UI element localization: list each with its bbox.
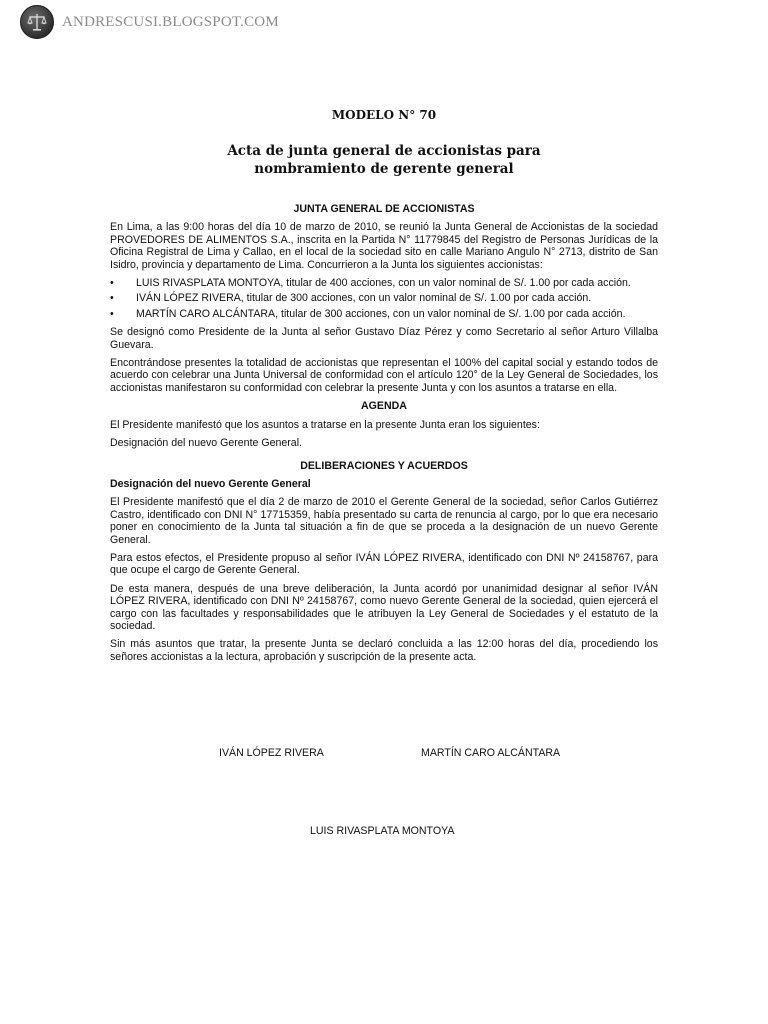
document-title xyxy=(0,142,768,178)
quorum-paragraph: Encontrándose presentes la totalidad de accionistas que representan el 100% del capital social y estando todos de acuerdo con celebrar una Junta Universal de conformidad con el artículo 120° de la Ley General de Sociedades, los accionistas manifestaron su conformidad con celebrar la presente Junta y con los asuntos a tratarse en ella. xyxy=(110,357,658,394)
deliberation-paragraph-2: Para estos efectos, el Presidente propuso al señor IVÁN LÓPEZ RIVERA, identificado con DNI Nº 24158767, para que ocupe el cargo de Gerente General. xyxy=(110,551,658,577)
signature-ivan-lopez: IVÁN LÓPEZ RIVERA xyxy=(219,747,324,759)
shareholder-item: • MARTÍN CARO ALCÁNTARA, titular de 300 acciones, con un valor nominal de S/. 1.00 por cada acción. xyxy=(110,308,658,320)
closing-paragraph: Sin más asuntos que tratar, la presente Junta se declaró concluida a las 12:00 horas del día, procediendo los señores accionistas a la lectura, aprobación y suscripción de la presente acta. xyxy=(110,638,658,663)
deliberation-paragraph-3: De esta manera, después de una breve deliberación, la Junta acordó por unanimidad designar al señor IVÁN LÓPEZ RIVERA, identificado con DNI Nº 24158767, como nuevo Gerente General de la sociedad, quien ejercerá el cargo con las facultades y responsabilidades que le atribuyen la Ley General de Sociedades y el estatuto de la sociedad. xyxy=(110,582,658,632)
scales-of-justice-icon xyxy=(20,5,54,39)
watermark xyxy=(20,5,279,39)
deliberation-paragraph-1: El Presidente manifestó que el día 2 de marzo de 2010 el Gerente General de la sociedad, señor Carlos Gutiérrez Castro, identificado con DNI N° 17715359, había presentado su carta de renuncia al cargo, por lo que era necesario poner en conocimiento de la Junta tal situación a fin de que se proceda a la designación de un nuevo Gerente General. xyxy=(110,496,658,546)
agenda-item: Designación del nuevo Gerente General. xyxy=(110,437,302,450)
section-heading-agenda: AGENDA xyxy=(361,400,407,413)
deliberations-subheading: Designación del nuevo Gerente General xyxy=(110,477,311,490)
shareholder-list xyxy=(110,277,658,320)
title-line-2: nombramiento de gerente general xyxy=(254,161,514,177)
shareholder-item: • LUIS RIVASPLATA MONTOYA, titular de 400 acciones, con un valor nominal de S/. 1.00 por cada acción. xyxy=(110,277,658,289)
section-heading-junta: JUNTA GENERAL DE ACCIONISTAS xyxy=(293,203,475,215)
shareholder-item: • IVÁN LÓPEZ RIVERA, titular de 300 acciones, con un valor nominal de S/. 1.00 por cada acción. xyxy=(110,292,658,304)
president-paragraph: Se designó como Presidente de la Junta al señor Gustavo Díaz Pérez y como Secretario al señor Arturo Villalba Guevara. xyxy=(110,326,658,351)
section-heading-deliberations: DELIBERACIONES Y ACUERDOS xyxy=(300,459,468,472)
signature-martin-caro: MARTÍN CARO ALCÁNTARA xyxy=(421,747,561,759)
watermark-site[interactable]: ANDRESCUSI.BLOGSPOT.COM xyxy=(62,13,279,30)
signature-luis-rivasplata: LUIS RIVASPLATA MONTOYA xyxy=(310,825,455,837)
model-number: MODELO N° 70 xyxy=(331,108,437,122)
agenda-paragraph: El Presidente manifestó que los asuntos a tratarse en la presente Junta eran los siguientes: xyxy=(110,418,540,431)
title-line-1: Acta de junta general de accionistas para xyxy=(227,143,541,159)
document-body xyxy=(110,203,658,669)
intro-paragraph: En Lima, a las 9:00 horas del día 10 de marzo de 2010, se reunió la Junta General de Accionistas de la sociedad PROVEDORES DE ALIMENTOS S.A., inscrita en la Partida N° 11779845 del Registro de Personas Jurídicas de la Oficina Registral de Lima y Callao, en el local de la sociedad sito en calle Mariano Angulo N° 2713, distrito de San Isidro, provincia y departamento de Lima. Concurrieron a la Junta los siguientes accionistas: xyxy=(110,221,658,271)
